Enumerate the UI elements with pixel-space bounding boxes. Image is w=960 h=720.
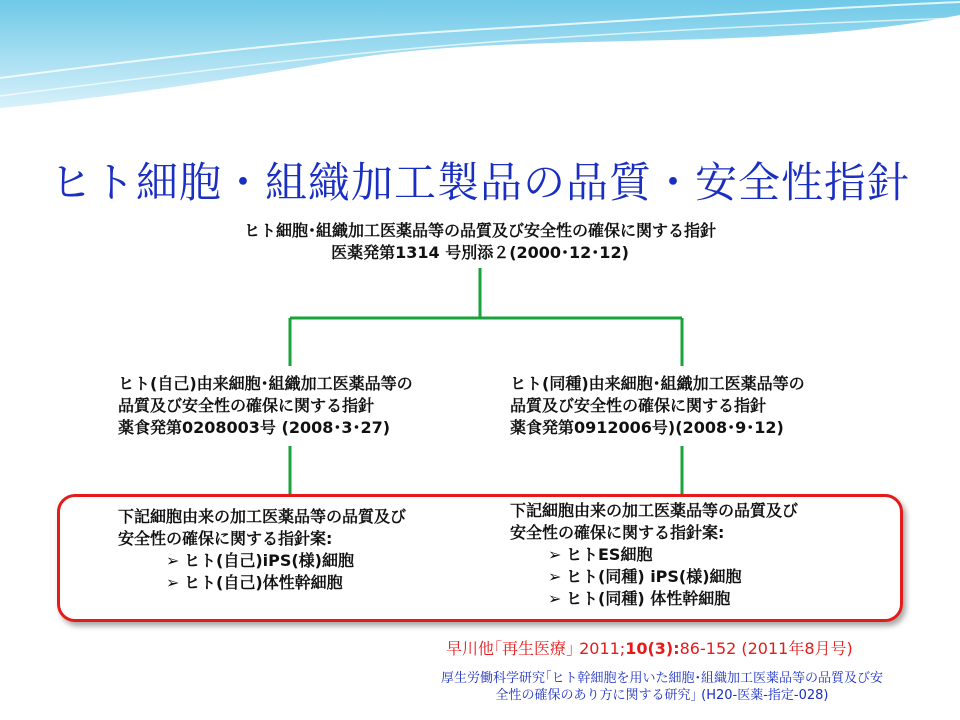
list-item bbox=[118, 550, 406, 572]
draft-allogeneic-line2: 安全性の確保に関する指針案: bbox=[510, 523, 725, 542]
allogeneic-line1: ヒト(同種)由来細胞･組織加工医薬品等の bbox=[510, 374, 805, 393]
draft-allogeneic-group bbox=[510, 500, 798, 610]
root-guideline-ref: 医薬発第1314 号別添２(2000･12･12) bbox=[331, 243, 629, 262]
draft-autologous-group bbox=[118, 506, 406, 594]
research-citation-line2: 全性の確保のあり方に関する研究｣ (H20-医薬-指定-028) bbox=[495, 688, 829, 703]
page-title: ヒト細胞・組織加工製品の品質・安全性指針 bbox=[49, 158, 910, 207]
citation-volume: 10(3): bbox=[625, 639, 680, 658]
list-item bbox=[510, 588, 798, 610]
arrow-bullet-icon: ➢ bbox=[166, 551, 180, 570]
citation-suffix: 86-152 (2011年8月号) bbox=[679, 639, 853, 658]
research-citation-line1: 厚生労働科学研究｢ヒト幹細胞を用いた細胞･組織加工医薬品等の品質及び安 bbox=[440, 671, 883, 686]
bullet-text: ヒト(同種) iPS(様)細胞 bbox=[566, 567, 742, 586]
header-wave-decoration bbox=[0, 0, 960, 120]
citation-prefix: 早川他｢再生医療｣ 2011; bbox=[446, 639, 626, 658]
arrow-bullet-icon: ➢ bbox=[548, 589, 562, 608]
autologous-line1: ヒト(自己)由来細胞･組織加工医薬品等の bbox=[118, 374, 413, 393]
list-item bbox=[510, 544, 798, 566]
autologous-ref: 薬食発第0208003号 (2008･3･27) bbox=[118, 418, 391, 437]
autologous-line2: 品質及び安全性の確保に関する指針 bbox=[118, 396, 375, 415]
arrow-bullet-icon: ➢ bbox=[548, 545, 562, 564]
allogeneic-line2: 品質及び安全性の確保に関する指針 bbox=[510, 396, 767, 415]
draft-autologous-line1: 下記細胞由来の加工医薬品等の品質及び bbox=[118, 507, 407, 526]
arrow-bullet-icon: ➢ bbox=[166, 573, 180, 592]
bullet-text: ヒト(自己)iPS(様)細胞 bbox=[184, 551, 354, 570]
root-guideline-title: ヒト細胞･組織加工医薬品等の品質及び安全性の確保に関する指針 bbox=[243, 221, 716, 240]
bullet-text: ヒト(同種) 体性幹細胞 bbox=[566, 589, 731, 608]
list-item bbox=[118, 572, 406, 594]
autologous-guideline-node bbox=[118, 373, 413, 439]
draft-allogeneic-line1: 下記細胞由来の加工医薬品等の品質及び bbox=[510, 501, 799, 520]
root-guideline-node bbox=[0, 220, 960, 264]
research-citation bbox=[392, 670, 932, 704]
journal-citation bbox=[446, 636, 853, 659]
list-item bbox=[510, 566, 798, 588]
bullet-text: ヒト(自己)体性幹細胞 bbox=[184, 573, 343, 592]
bullet-text: ヒトES細胞 bbox=[566, 545, 653, 564]
draft-autologous-line2: 安全性の確保に関する指針案: bbox=[118, 529, 333, 548]
allogeneic-guideline-node bbox=[510, 373, 805, 439]
arrow-bullet-icon: ➢ bbox=[548, 567, 562, 586]
allogeneic-ref: 薬食発第0912006号)(2008･9･12) bbox=[510, 418, 784, 437]
